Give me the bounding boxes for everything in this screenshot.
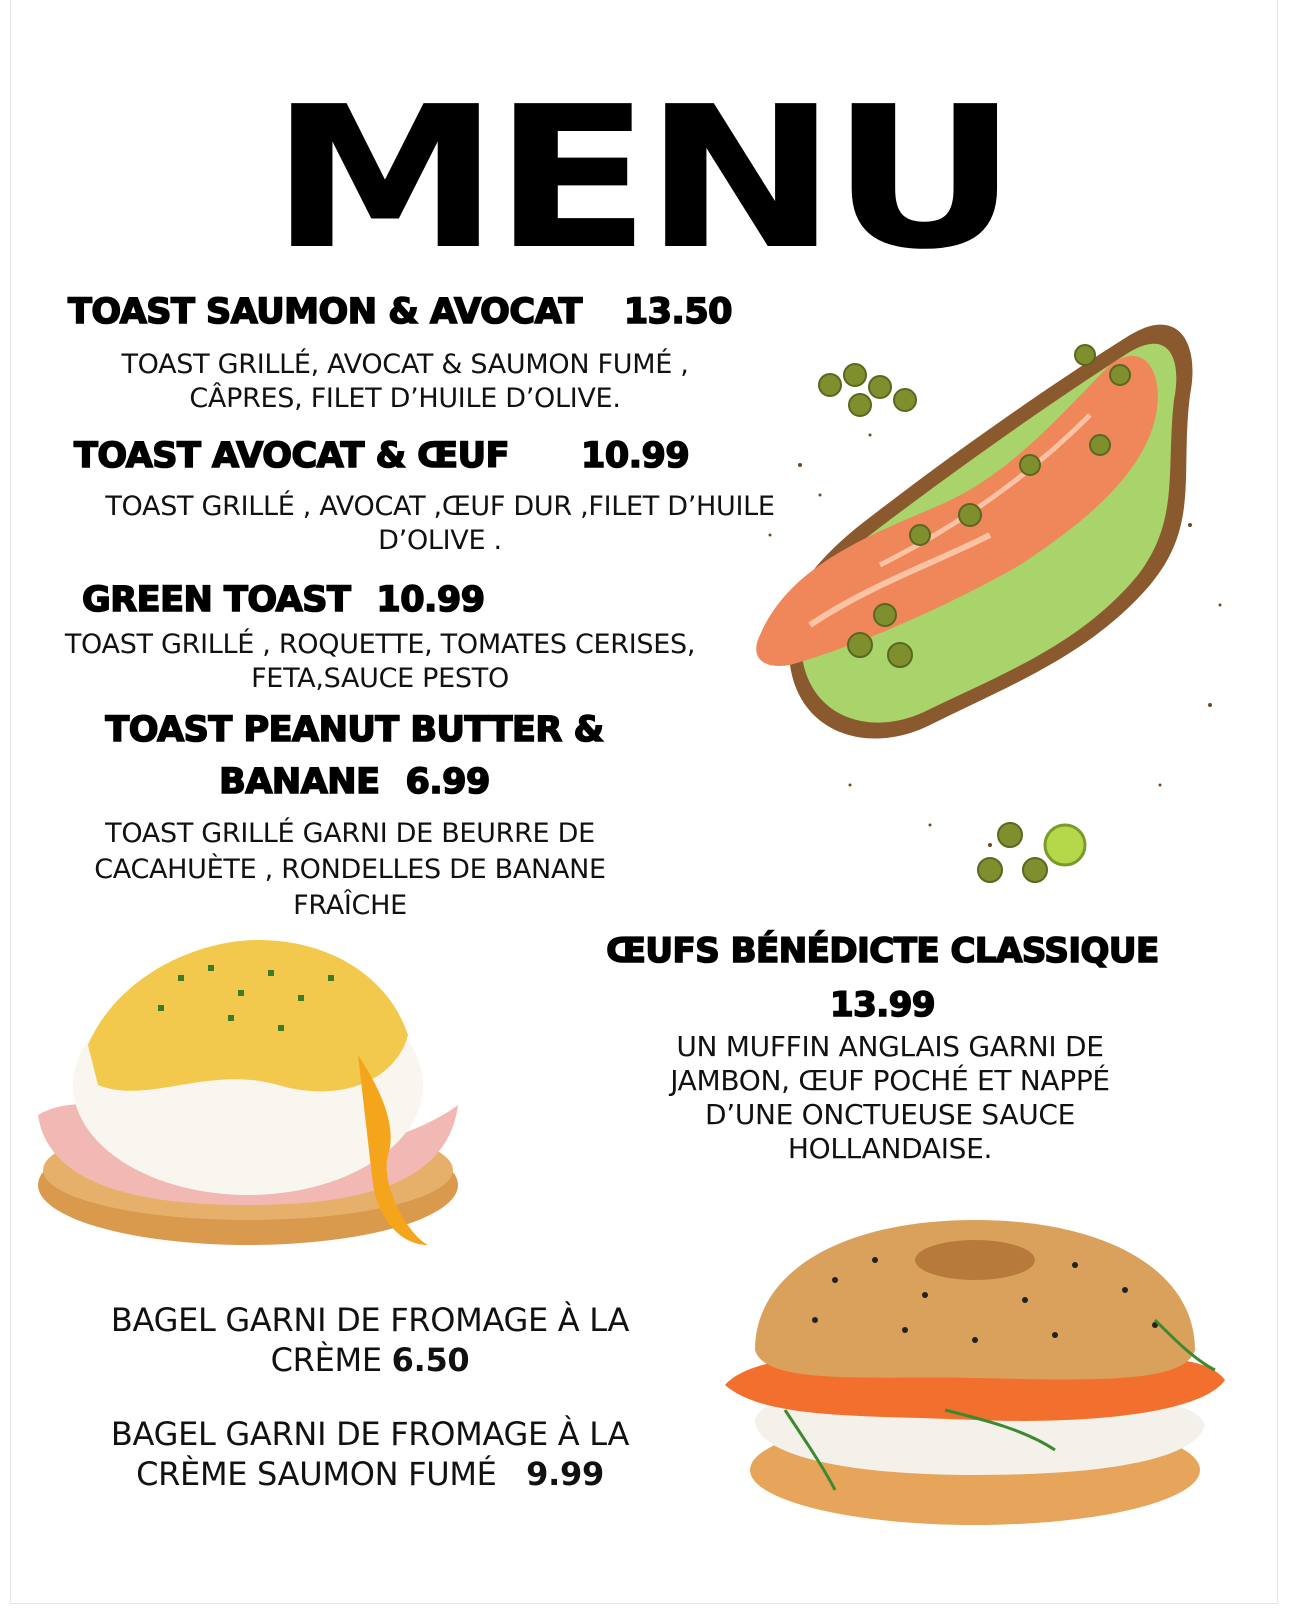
item-name: ŒUFS BÉNÉDICTE CLASSIQUE — [606, 931, 1159, 971]
item-oeufs-benedicte-title — [540, 924, 1225, 1032]
item-name: TOAST SAUMON & AVOCAT — [68, 292, 582, 332]
item-price: 10.99 — [376, 580, 485, 620]
description-line: TOAST GRILLÉ , ROQUETTE, TOMATES CERISES, — [64, 629, 696, 660]
jalapeno-slice — [1045, 825, 1085, 865]
description-line: CÂPRES, FILET D’HUILE D’OLIVE. — [189, 383, 621, 414]
item-name: TOAST AVOCAT & ŒUF — [74, 436, 509, 476]
description-line: TOAST GRILLÉ , AVOCAT ,ŒUF DUR ,FILET D’HUILE — [105, 491, 775, 522]
description-line: TOAST GRILLÉ, AVOCAT & SAUMON FUMÉ , — [121, 349, 689, 380]
description-line: HOLLANDAISE. — [787, 1132, 993, 1165]
eggs-benedict-image — [28, 935, 468, 1255]
item-toast-avocat-oeuf-title — [74, 436, 689, 476]
description-line: JAMBON, ŒUF POCHÉ ET NAPPÉ — [670, 1064, 1110, 1097]
item-price: 13.50 — [623, 292, 733, 332]
item-name-line: BANANE — [219, 762, 380, 802]
item-name-line: TOAST PEANUT BUTTER & — [105, 710, 604, 750]
item-price: 10.99 — [580, 436, 690, 476]
item-name: GREEN TOAST — [82, 580, 351, 620]
item-oeufs-benedicte-description — [560, 1030, 1220, 1166]
item-price: 13.99 — [829, 985, 936, 1025]
item-peanut-butter-description — [40, 816, 660, 924]
item-price: 6.50 — [391, 1341, 470, 1379]
description-line: UN MUFFIN ANGLAIS GARNI DE — [676, 1030, 1104, 1063]
item-toast-saumon-description — [60, 348, 750, 416]
item-bagel-saumon-description — [40, 1414, 700, 1494]
description-line: FRAÎCHE — [293, 890, 407, 921]
description-line: CRÈME SAUMON FUMÉ — [136, 1455, 497, 1493]
item-toast-avocat-oeuf-description — [60, 490, 820, 558]
item-price: 9.99 — [526, 1455, 604, 1493]
item-green-toast-description — [20, 628, 740, 696]
salmon-bagel-image — [725, 1210, 1245, 1530]
description-line: FETA,SAUCE PESTO — [251, 663, 509, 694]
description-line: CRÈME — [270, 1341, 382, 1379]
item-green-toast-title — [82, 580, 485, 620]
description-line: D’OLIVE . — [378, 525, 502, 556]
description-line: BAGEL GARNI DE FROMAGE À LA — [110, 1415, 630, 1453]
description-line: D’UNE ONCTUEUSE SAUCE — [704, 1098, 1076, 1131]
description-line: BAGEL GARNI DE FROMAGE À LA — [110, 1301, 630, 1339]
item-price: 6.99 — [405, 762, 490, 802]
salmon-avocado-toast-image — [730, 305, 1250, 905]
description-line: CACAHUÈTE , RONDELLES DE BANANE — [94, 854, 606, 885]
description-line: TOAST GRILLÉ GARNI DE BEURRE DE — [105, 818, 595, 849]
item-peanut-butter-title — [82, 704, 627, 808]
item-bagel-creme-description — [40, 1300, 700, 1380]
item-toast-saumon-title — [68, 292, 732, 332]
bagel-hole — [915, 1240, 1035, 1280]
menu-title: MENU — [270, 65, 1012, 293]
